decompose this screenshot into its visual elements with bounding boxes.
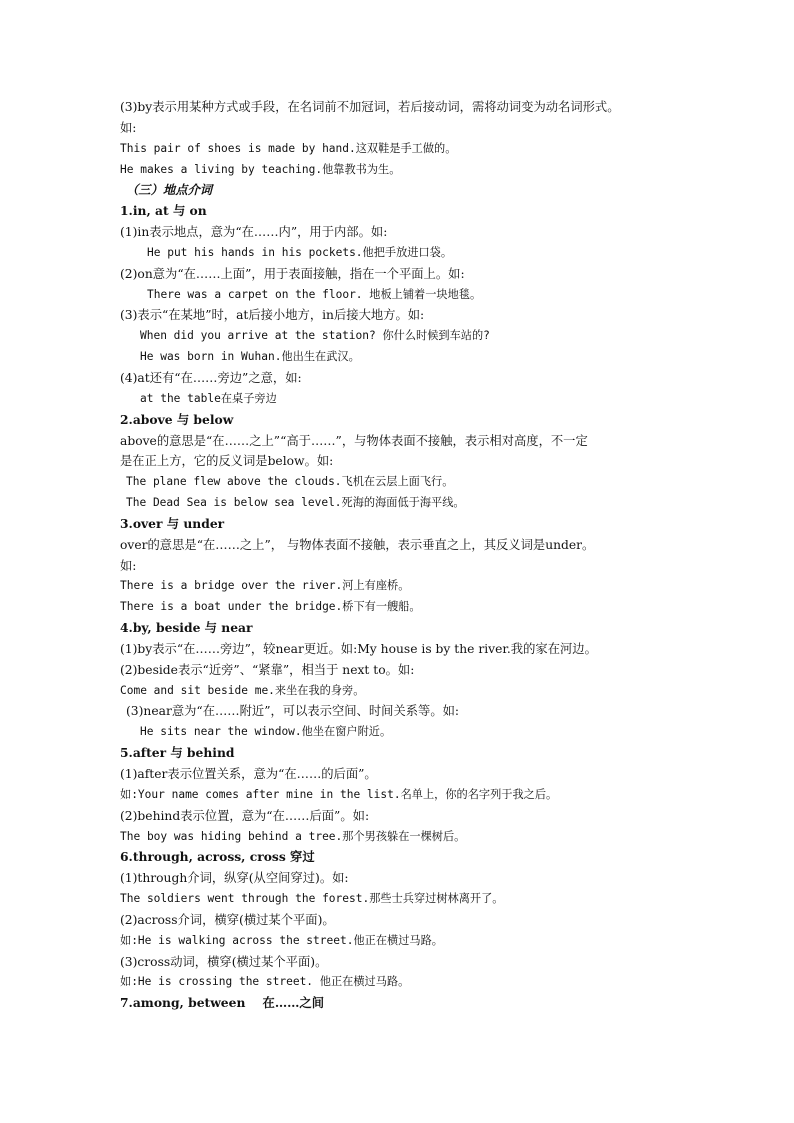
example-sentence: Come and sit beside me.来坐在我的身旁。 [120, 683, 365, 697]
text-line: over的意思是“在……之上”， 与物体表面不接触，表示垂直之上，其反义词是under。 [120, 537, 595, 552]
example-sentence: The Dead Sea is below sea level.死海的海面低于海平线。 [126, 496, 465, 510]
text-line: (4)at还有“在……旁边”之意，如: [120, 370, 302, 385]
text-line: 如: [120, 558, 137, 573]
example-sentence: When did you arrive at the station? 你什么时候到车站的? [140, 329, 490, 343]
text-line: (3)cross动词，横穿(横过某个平面)。 [120, 954, 328, 969]
text-line: (2)behind表示位置，意为“在……后面”。如: [120, 808, 370, 823]
topic-heading: 5.after 与 behind [120, 745, 235, 761]
topic-heading: 6.through, across, cross 穿过 [120, 849, 315, 865]
example-sentence: This pair of shoes is made by hand.这双鞋是手工做的。 [120, 141, 457, 155]
text-line: (1)after表示位置关系，意为“在……的后面”。 [120, 767, 377, 781]
example-sentence: He makes a living by teaching.他靠教书为生。 [120, 162, 401, 176]
example-sentence: 如:He is walking across the street.他正在横过马路。 [120, 933, 443, 947]
text-line: (1)by表示“在……旁边”，较near更近。如:My house is by the river.我的家在河边。 [120, 641, 597, 656]
text-line: (2)beside表示“近旁”、“紧靠”，相当于 next to。如: [120, 662, 415, 677]
example-sentence: 如:Your name comes after mine in the list.名单上，你的名字列于我之后。 [120, 787, 558, 801]
text-line: above的意思是“在……之上”“高于……”，与物体表面不接触，表示相对高度，不一定 [120, 433, 588, 448]
text-line: (3)表示“在某地”时，at后接小地方，in后接大地方。如: [120, 308, 425, 323]
text-line: (1)through介词，纵穿(从空间穿过)。如: [120, 871, 349, 886]
example-sentence: at the table在桌子旁边 [140, 391, 277, 405]
example-sentence: There is a boat under the bridge.桥下有一艘船。 [120, 600, 421, 614]
text-line: (1)in表示地点，意为“在……内”，用于内部。如: [120, 225, 388, 240]
text-line: (3)near意为“在……附近”，可以表示空间、时间关系等。如: [126, 704, 460, 719]
text-line: (3)by表示用某种方式或手段，在名词前不加冠词，若后接动词，需将动词变为动名词形式。 [120, 100, 620, 114]
example-sentence: There is a bridge over the river.河上有座桥。 [120, 579, 410, 593]
text-line: (2)on意为“在……上面”，用于表面接触，指在一个平面上。如: [120, 266, 465, 281]
example-sentence: The soldiers went through the forest.那些士兵穿过树林离开了。 [120, 892, 504, 906]
example-sentence: He sits near the window.他坐在窗户附近。 [140, 725, 392, 739]
example-sentence: He put his hands in his pockets.他把手放进口袋。 [147, 245, 453, 259]
section-heading: （三）地点介词 [126, 182, 213, 198]
example-sentence: He was born in Wuhan.他出生在武汉。 [140, 350, 360, 364]
topic-heading: 7.among, between 在……之间 [120, 995, 325, 1011]
topic-heading: 2.above 与 below [120, 411, 234, 427]
example-sentence: There was a carpet on the floor. 地板上铺着一块地毯。 [147, 287, 482, 301]
example-sentence: The boy was hiding behind a tree.那个男孩躲在一棵树后。 [120, 829, 466, 843]
text-line: (2)across介词，横穿(横过某个平面)。 [120, 912, 335, 927]
document-page [120, 97, 690, 1014]
example-sentence: 如:He is crossing the street. 他正在横过马路。 [120, 975, 410, 989]
topic-heading: 1.in, at 与 on [120, 203, 207, 219]
topic-heading: 4.by, beside 与 near [120, 620, 253, 636]
example-sentence: The plane flew above the clouds.飞机在云层上面飞行。 [126, 475, 454, 489]
text-line: 如: [120, 120, 137, 135]
topic-heading: 3.over 与 under [120, 515, 225, 531]
text-line: 是在正上方，它的反义词是below。如: [120, 454, 334, 469]
